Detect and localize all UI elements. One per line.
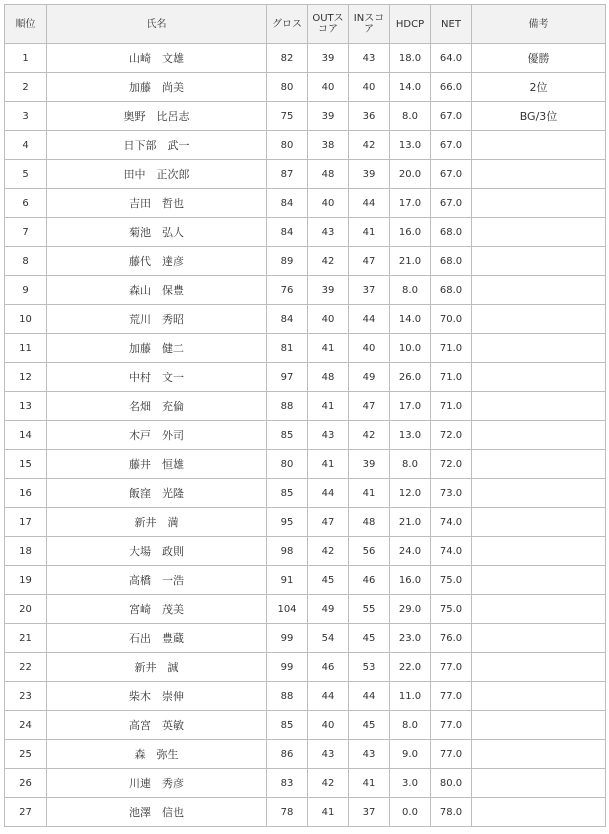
name-cell: 柴木 崇伸 [47,682,267,711]
name-cell: 川連 秀彦 [47,769,267,798]
name-cell: 田中 正次郎 [47,160,267,189]
out-score-cell: 41 [308,450,349,479]
hdcp-cell: 0.0 [390,798,431,827]
gross-cell: 76 [267,276,308,305]
out-score-cell: 39 [308,276,349,305]
note-cell: BG/3位 [472,102,606,131]
name-cell: 中村 文一 [47,363,267,392]
in-score-cell: 42 [349,131,390,160]
out-score-cell: 42 [308,247,349,276]
header-rank: 順位 [5,5,47,44]
table-row [5,537,606,566]
table-row [5,450,606,479]
rank-cell: 5 [5,160,47,189]
hdcp-cell: 23.0 [390,624,431,653]
note-cell [472,711,606,740]
hdcp-cell: 11.0 [390,682,431,711]
hdcp-cell: 17.0 [390,189,431,218]
note-cell [472,160,606,189]
note-cell [472,247,606,276]
name-cell: 日下部 武一 [47,131,267,160]
in-score-cell: 42 [349,421,390,450]
note-cell [472,653,606,682]
net-cell: 74.0 [431,537,472,566]
in-score-cell: 47 [349,392,390,421]
note-cell [472,479,606,508]
in-score-cell: 47 [349,247,390,276]
name-cell: 藤井 恒雄 [47,450,267,479]
name-cell: 高宮 英敏 [47,711,267,740]
rank-cell: 7 [5,218,47,247]
gross-cell: 89 [267,247,308,276]
note-cell [472,595,606,624]
table-row [5,73,606,102]
net-cell: 77.0 [431,711,472,740]
hdcp-cell: 24.0 [390,537,431,566]
gross-cell: 95 [267,508,308,537]
out-score-cell: 41 [308,798,349,827]
hdcp-cell: 18.0 [390,44,431,73]
table-row [5,769,606,798]
gross-cell: 84 [267,189,308,218]
rank-cell: 13 [5,392,47,421]
hdcp-cell: 22.0 [390,653,431,682]
in-score-cell: 45 [349,624,390,653]
gross-cell: 83 [267,769,308,798]
name-cell: 森山 保豊 [47,276,267,305]
header-note: 備考 [472,5,606,44]
hdcp-cell: 13.0 [390,131,431,160]
table-row [5,595,606,624]
in-score-cell: 53 [349,653,390,682]
note-cell [472,682,606,711]
rank-cell: 19 [5,566,47,595]
table-row [5,247,606,276]
gross-cell: 85 [267,711,308,740]
net-cell: 72.0 [431,450,472,479]
name-cell: 木戸 外司 [47,421,267,450]
in-score-cell: 44 [349,305,390,334]
note-cell [472,392,606,421]
header-in-score: INスコア [349,5,390,44]
gross-cell: 85 [267,479,308,508]
rank-cell: 18 [5,537,47,566]
out-score-cell: 42 [308,537,349,566]
header-name: 氏名 [47,5,267,44]
net-cell: 76.0 [431,624,472,653]
in-score-cell: 43 [349,44,390,73]
hdcp-cell: 16.0 [390,218,431,247]
out-score-cell: 44 [308,682,349,711]
out-score-cell: 48 [308,363,349,392]
note-cell [472,363,606,392]
in-score-cell: 45 [349,711,390,740]
note-cell [472,537,606,566]
name-cell: 奥野 比呂志 [47,102,267,131]
in-score-cell: 44 [349,682,390,711]
rank-cell: 4 [5,131,47,160]
rank-cell: 1 [5,44,47,73]
name-cell: 石出 豊蔵 [47,624,267,653]
hdcp-cell: 8.0 [390,450,431,479]
header-row [5,5,606,44]
table-row [5,740,606,769]
in-score-cell: 40 [349,73,390,102]
table-row [5,653,606,682]
table-row [5,508,606,537]
net-cell: 67.0 [431,160,472,189]
out-score-cell: 45 [308,566,349,595]
name-cell: 加藤 尚美 [47,73,267,102]
net-cell: 71.0 [431,334,472,363]
rank-cell: 9 [5,276,47,305]
rank-cell: 2 [5,73,47,102]
note-cell [472,334,606,363]
in-score-cell: 43 [349,740,390,769]
gross-cell: 80 [267,131,308,160]
table-row [5,363,606,392]
out-score-cell: 48 [308,160,349,189]
name-cell: 飯窪 光隆 [47,479,267,508]
name-cell: 吉田 哲也 [47,189,267,218]
hdcp-cell: 13.0 [390,421,431,450]
out-score-cell: 41 [308,392,349,421]
rank-cell: 24 [5,711,47,740]
out-score-cell: 46 [308,653,349,682]
note-cell [472,798,606,827]
header-net: NET [431,5,472,44]
out-score-cell: 43 [308,218,349,247]
hdcp-cell: 8.0 [390,276,431,305]
hdcp-cell: 3.0 [390,769,431,798]
table-row [5,392,606,421]
hdcp-cell: 17.0 [390,392,431,421]
in-score-cell: 39 [349,450,390,479]
in-score-cell: 55 [349,595,390,624]
out-score-cell: 40 [308,305,349,334]
net-cell: 72.0 [431,421,472,450]
table-row [5,421,606,450]
note-cell [472,450,606,479]
gross-cell: 75 [267,102,308,131]
table-row [5,479,606,508]
rank-cell: 8 [5,247,47,276]
name-cell: 宮崎 茂美 [47,595,267,624]
note-cell [472,740,606,769]
name-cell: 藤代 達彦 [47,247,267,276]
in-score-cell: 49 [349,363,390,392]
rank-cell: 23 [5,682,47,711]
table-row [5,566,606,595]
in-score-cell: 56 [349,537,390,566]
out-score-cell: 49 [308,595,349,624]
gross-cell: 82 [267,44,308,73]
rank-cell: 22 [5,653,47,682]
gross-cell: 97 [267,363,308,392]
out-score-cell: 39 [308,44,349,73]
out-score-cell: 40 [308,711,349,740]
note-cell [472,276,606,305]
net-cell: 70.0 [431,305,472,334]
gross-cell: 84 [267,305,308,334]
net-cell: 66.0 [431,73,472,102]
net-cell: 64.0 [431,44,472,73]
table-row [5,334,606,363]
net-cell: 68.0 [431,218,472,247]
gross-cell: 78 [267,798,308,827]
note-cell: 2位 [472,73,606,102]
net-cell: 67.0 [431,102,472,131]
out-score-cell: 43 [308,421,349,450]
net-cell: 67.0 [431,189,472,218]
note-cell [472,624,606,653]
net-cell: 77.0 [431,653,472,682]
out-score-cell: 44 [308,479,349,508]
note-cell: 優勝 [472,44,606,73]
table-row [5,624,606,653]
out-score-cell: 54 [308,624,349,653]
gross-cell: 104 [267,595,308,624]
net-cell: 74.0 [431,508,472,537]
table-row [5,218,606,247]
gross-cell: 88 [267,682,308,711]
table-row [5,189,606,218]
rank-cell: 20 [5,595,47,624]
out-score-cell: 38 [308,131,349,160]
in-score-cell: 37 [349,276,390,305]
in-score-cell: 44 [349,189,390,218]
net-cell: 78.0 [431,798,472,827]
out-score-cell: 47 [308,508,349,537]
hdcp-cell: 21.0 [390,508,431,537]
gross-cell: 88 [267,392,308,421]
net-cell: 75.0 [431,595,472,624]
name-cell: 菊池 弘人 [47,218,267,247]
table-row [5,102,606,131]
gross-cell: 86 [267,740,308,769]
net-cell: 71.0 [431,363,472,392]
header-hdcp: HDCP [390,5,431,44]
results-table [4,4,606,827]
table-row [5,131,606,160]
rank-cell: 16 [5,479,47,508]
rank-cell: 15 [5,450,47,479]
gross-cell: 84 [267,218,308,247]
table-row [5,305,606,334]
table-row [5,682,606,711]
rank-cell: 14 [5,421,47,450]
note-cell [472,421,606,450]
rank-cell: 3 [5,102,47,131]
note-cell [472,769,606,798]
gross-cell: 81 [267,334,308,363]
hdcp-cell: 20.0 [390,160,431,189]
net-cell: 77.0 [431,740,472,769]
net-cell: 68.0 [431,276,472,305]
in-score-cell: 40 [349,334,390,363]
net-cell: 80.0 [431,769,472,798]
gross-cell: 99 [267,653,308,682]
rank-cell: 26 [5,769,47,798]
hdcp-cell: 14.0 [390,305,431,334]
header-gross: グロス [267,5,308,44]
out-score-cell: 39 [308,102,349,131]
name-cell: 新井 誠 [47,653,267,682]
results-body [5,44,606,827]
name-cell: 新井 満 [47,508,267,537]
in-score-cell: 46 [349,566,390,595]
hdcp-cell: 14.0 [390,73,431,102]
table-row [5,276,606,305]
table-row [5,160,606,189]
net-cell: 77.0 [431,682,472,711]
table-row [5,798,606,827]
hdcp-cell: 16.0 [390,566,431,595]
gross-cell: 99 [267,624,308,653]
name-cell: 山崎 文雄 [47,44,267,73]
hdcp-cell: 8.0 [390,102,431,131]
name-cell: 森 弥生 [47,740,267,769]
net-cell: 73.0 [431,479,472,508]
hdcp-cell: 12.0 [390,479,431,508]
name-cell: 大場 政則 [47,537,267,566]
name-cell: 荒川 秀昭 [47,305,267,334]
name-cell: 加藤 健二 [47,334,267,363]
gross-cell: 85 [267,421,308,450]
rank-cell: 27 [5,798,47,827]
in-score-cell: 36 [349,102,390,131]
name-cell: 高橋 一浩 [47,566,267,595]
hdcp-cell: 21.0 [390,247,431,276]
rank-cell: 21 [5,624,47,653]
hdcp-cell: 8.0 [390,711,431,740]
out-score-cell: 40 [308,73,349,102]
out-score-cell: 42 [308,769,349,798]
name-cell: 池澤 信也 [47,798,267,827]
rank-cell: 25 [5,740,47,769]
name-cell: 名畑 充倫 [47,392,267,421]
in-score-cell: 39 [349,160,390,189]
gross-cell: 91 [267,566,308,595]
rank-cell: 6 [5,189,47,218]
hdcp-cell: 29.0 [390,595,431,624]
rank-cell: 11 [5,334,47,363]
in-score-cell: 41 [349,479,390,508]
note-cell [472,131,606,160]
header-out-score: OUTスコア [308,5,349,44]
gross-cell: 98 [267,537,308,566]
hdcp-cell: 9.0 [390,740,431,769]
note-cell [472,508,606,537]
rank-cell: 12 [5,363,47,392]
out-score-cell: 43 [308,740,349,769]
in-score-cell: 41 [349,769,390,798]
net-cell: 71.0 [431,392,472,421]
rank-cell: 10 [5,305,47,334]
note-cell [472,218,606,247]
rank-cell: 17 [5,508,47,537]
hdcp-cell: 10.0 [390,334,431,363]
table-row [5,44,606,73]
out-score-cell: 41 [308,334,349,363]
hdcp-cell: 26.0 [390,363,431,392]
note-cell [472,189,606,218]
net-cell: 75.0 [431,566,472,595]
net-cell: 67.0 [431,131,472,160]
net-cell: 68.0 [431,247,472,276]
in-score-cell: 41 [349,218,390,247]
gross-cell: 87 [267,160,308,189]
note-cell [472,305,606,334]
gross-cell: 80 [267,73,308,102]
out-score-cell: 40 [308,189,349,218]
in-score-cell: 37 [349,798,390,827]
table-row [5,711,606,740]
in-score-cell: 48 [349,508,390,537]
gross-cell: 80 [267,450,308,479]
note-cell [472,566,606,595]
